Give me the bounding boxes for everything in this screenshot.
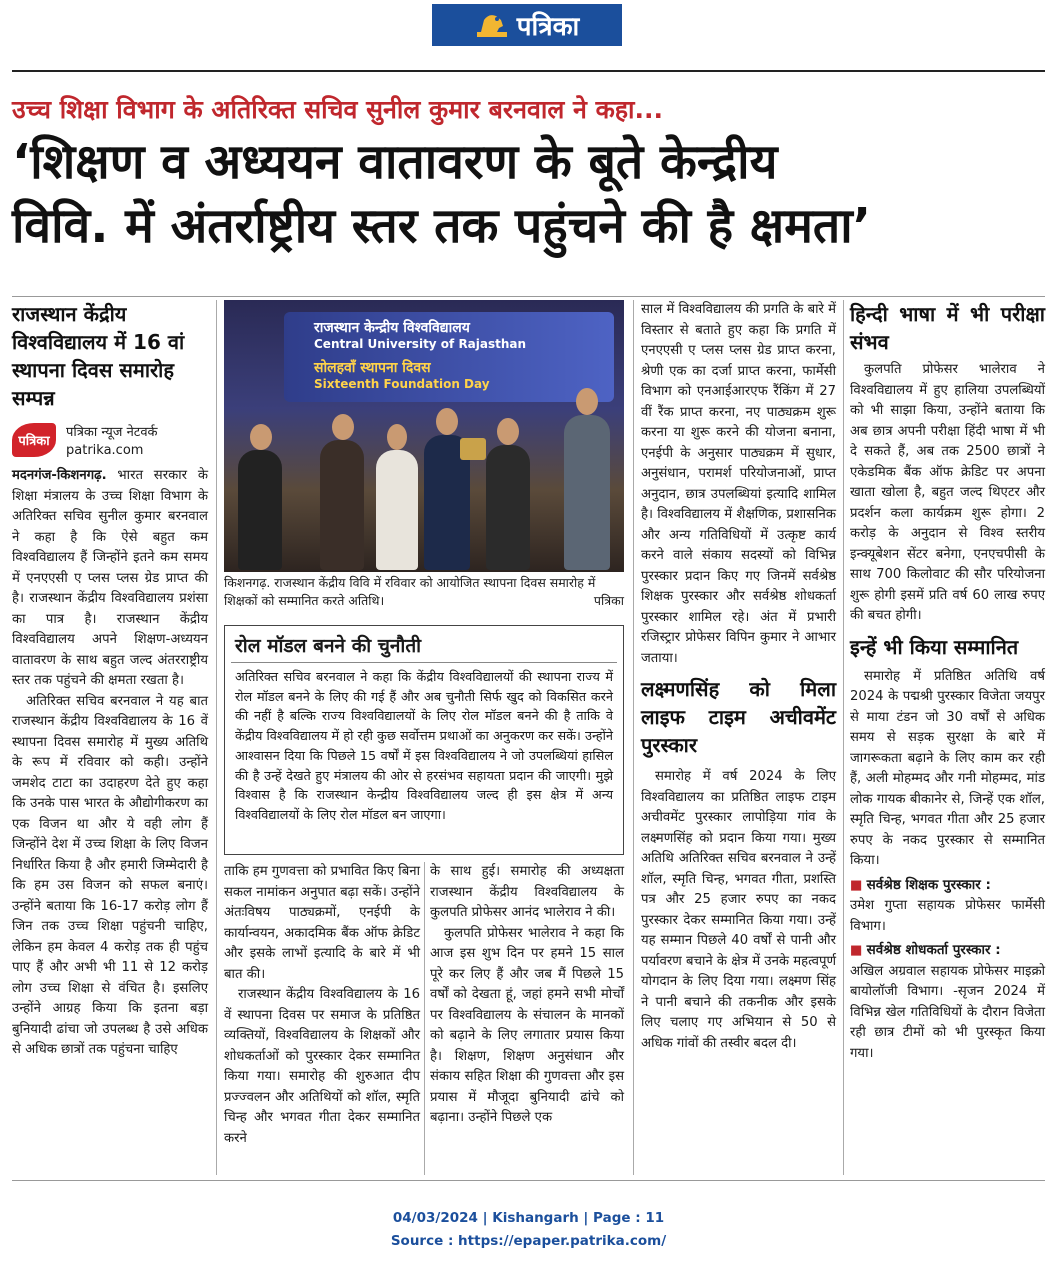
col1-body <box>12 466 208 1061</box>
byline <box>66 424 158 460</box>
col4-para-1: साल में विश्वविद्यालय की प्रगति के बारे में विस्तार से बताते हुए कहा कि प्रगति में एनएएसी ए प्लस प्लस ग्रेड प्राप्त करना, श्रेणी एक का दर्जा प्राप्त करना, फार्मेसी विभाग को एनआईआरएफ रैंकिंग में 27 वीं रैंक प्राप्त करना, नए पाठ्यक्रम शुरू करना या शुरू करने की योजना बनाना, एनईपी के अनुसार पाठ्यक्रम में सुधार, अनुसंधान, परामर्श परियोजनाओं, प्राप्त अनुदान, छात्र उपलब्धियां इत्यादि शामिल है। विश्वविद्यालय में शैक्षणिक, प्रशासनिक और अन्य गतिविधियों में उत्कृष्ट कार्य करने वाले संकाय सदस्यों को विभिन्न पुरस्कार प्रदान किए गए जिनमें सर्वश्रेष्ठ शिक्षक पुरस्कार और सर्वश्रेष्ठ शोधकर्ता पुरस्कार शामिल रहे। अंत में प्रभारी रजिस्ट्रार प्रोफेसर विपिन कुमार ने आभार जताया। <box>641 302 837 666</box>
col2-para-1: ताकि हम गुणवत्ता को प्रभावित किए बिना सकल नामांकन अनुपात बढ़ा सकें। उन्होंने अंतःविषय पाठ्यक्रमों, एनईपी के कार्यान्वयन, अकादमिक बैंक ऑफ क्रेडिट और इसके लाभों इत्यादि के बारे में भी बात की। <box>224 864 420 982</box>
col1-subhead: राजस्थान केंद्रीय विश्वविद्यालय में 16 वां स्थापना दिवस समारोह सम्पन्न <box>12 302 185 410</box>
person-head <box>576 388 598 415</box>
role-model-box <box>224 625 624 855</box>
column-1 <box>12 300 208 412</box>
plaque-icon <box>460 438 486 460</box>
person-head <box>332 414 354 440</box>
person-head <box>387 424 407 450</box>
column-divider <box>843 300 844 1175</box>
headline <box>12 130 1047 258</box>
col2-para-2: राजस्थान केंद्रीय विश्वविद्यालय के 16 वें स्थापना दिवस पर समाज के प्रतिष्ठित व्यक्तियों, विश्वविद्यालय के शिक्षकों और शोधकर्ताओं को पुरस्कार देकर सम्मानित किया गया। समारोह की शुरुआत दीप प्रज्ज्वलन और अतिथियों को शॉल, स्मृति चिन्ह और भगवत गीता देकर सम्मानित करने <box>224 987 420 1146</box>
person-figure <box>238 450 282 570</box>
box-title-rule <box>231 662 617 663</box>
event-photo <box>224 300 624 572</box>
column-3 <box>430 862 624 1129</box>
headline-line-2: विवि. में अंतर्राष्ट्रीय स्तर तक पहुंचने की है क्षमता’ <box>12 198 871 254</box>
column-divider <box>424 862 425 1175</box>
person-head <box>250 424 272 450</box>
column-divider <box>216 300 217 1175</box>
photo-caption <box>224 574 624 610</box>
box-title: रोल मॉडल बनने की चुनौती <box>235 635 422 657</box>
col4-subhead: लक्ष्मणसिंह को मिला लाइफ टाइम अचीवमेंट पुरस्कार <box>641 677 836 757</box>
lion-logo-icon <box>475 10 509 40</box>
award-teacher <box>850 875 1045 938</box>
col5-para-2: समारोह में प्रतिष्ठित अतिथि वर्ष 2024 के पद्मश्री पुरस्कार विजेता जयपुर से माया टंडन जो 30 वर्षों से अधिक समय से सड़क सुरक्षा के बारे में जागरूकता बढ़ाने के लिए काम कर रही हैं, अली मोहम्मद और गनी मोहम्मद, मांड लोक गायक बीकानेर से, जिन्हें एक शॉल, स्मृति चिन्ह, भगवत गीता और 25 हजार रुपए के नकद पुरस्कार से सम्मानित किया। <box>850 668 1045 868</box>
column-4 <box>641 300 836 1054</box>
patrika-logo-badge: पत्रिका <box>12 423 56 457</box>
person-figure <box>320 440 364 570</box>
photo-banner-line-1: राजस्थान केन्द्रीय विश्वविद्यालय Central University of Rajasthan <box>314 320 527 351</box>
col1-para-2: अतिरिक्त सचिव बरनवाल ने यह बात राजस्थान केंद्रीय विश्वविद्यालय के 16 वें स्थापना दिवस समारोह में मुख्य अतिथि के रूप में रविवार को कही। उन्होंने जमशेद टाटा का उदाहरण देते हुए कहा कि उनके पास भारत के औद्योगीकरण का एक विजन था और ये वही लोग हैं जिन्होंने देश में उच्च शिक्षा के लिए विजन निर्धारित किया है और हमारी जिम्मेदारी है कि हम उस विजन को सफल बनाएं। उन्होंने बताया कि 16-17 करोड़ लोग हैं जिन तक उच्च शिक्षा पहुंचनी चाहिए, लेकिन हम केवल 4 करोड़ तक ही पहुंच पाए हैं और अभी भी 11 से 12 करोड़ लोग उच्च शिक्षा से वंचित है। इसलिए उन्होंने आग्रह किया कि इतना बड़ा बुनियादी ढांचा जो उपलब्ध है उसे अधिक से अधिक छात्रों तक पहुंचना चाहिए <box>12 693 208 1057</box>
col3-para-2: कुलपति प्रोफेसर भालेराव ने कहा कि आज इस शुभ दिन पर हमने 15 साल पूरे कर लिए हैं और जब मैं पिछले 15 वर्षों को देखता हूं, जहां हमने सभी मोर्चों पर विश्वविद्यालय के संचालन के मानकों को बढ़ाने के लिए लगातार प्रयास किया है। शिक्षण, शिक्षण अनुसंधान और संकाय सहित शिक्षा की गुणवत्ता और इस प्रयास में मौजूदा बुनियादी ढांचे को बढ़ाना। उन्होंने पिछले एक <box>430 925 624 1125</box>
person-head <box>497 418 519 445</box>
person-figure <box>376 450 418 570</box>
agency-name: पत्रिका न्यूज नेटवर्क <box>66 425 158 440</box>
agency-site: patrika.com <box>66 443 144 458</box>
footer-date-edition: 04/03/2024 | Kishangarh | Page : 11 <box>392 1210 665 1226</box>
col5-subhead-2: इन्हें भी किया सम्मानित <box>850 634 1019 659</box>
person-head <box>436 408 458 435</box>
award-bullet-icon: ■ <box>850 877 867 893</box>
col1-para-1: भारत सरकार के शिक्षा मंत्रालय के उच्च शिक्षा विभाग के अतिरिक्त सचिव सुनील कुमार बरनवाल ने कहा है कि ऐसे बहुत कम विश्वविद्यालय हैं जिन्होंने इतने कम समय में एनएएसी ए प्लस प्लस ग्रेड प्राप्त की है। राजस्थान केंद्रीय विश्वविद्यालय प्रशंसा का पात्र है। राजस्थान केंद्रीय विश्वविद्यालय अपने शिक्षण-अध्ययन वातावरण के साथ बहुत जल्द अंतरराष्ट्रीय स्तर तक पहुंचने की क्षमता रखता है। <box>12 468 208 688</box>
award-teacher-body: उमेश गुप्ता सहायक प्रोफेसर फार्मेसी विभाग। <box>850 898 1045 934</box>
col5-para-1: कुलपति प्रोफेसर भालेराव ने विश्वविद्यालय में हुए हालिया उपलब्धियों को भी साझा किया, उन्होंने बताया कि अब छात्र अपनी परीक्षा हिंदी भाषा में भी दे सकते हैं, अब तक 2500 छात्रों ने एकेडमिक बैंक ऑफ क्रेडिट पर अपना खाता खोला है, बहुत जल्द थिएटर और प्रदर्शन कला कार्यक्रम शुरू होगा। 2 करोड़ के अनुदान से विश्व स्तरीय इन्क्यूबेशन सेंटर बनेगा, एनएचपीसी के साथ 700 किलोवाट की सौर परियोजना शुरू होगी इसमें प्रति वर्ष 60 लाख रुपए की बचत होगी। <box>850 362 1045 623</box>
award-researcher <box>850 940 1045 1064</box>
dateline: मदनगंज-किशनगढ़. <box>12 468 107 483</box>
footer-source: Source : https://epaper.patrika.com/ <box>390 1233 667 1249</box>
headline-line-1: ‘शिक्षण व अध्ययन वातावरण के बूते केन्द्रीय <box>12 134 778 190</box>
award-researcher-head: सर्वश्रेष्ठ शोधकर्ता पुरस्कार : <box>866 942 1001 958</box>
bottom-rule <box>12 1180 1045 1181</box>
photo-credit: पत्रिका <box>593 593 624 608</box>
photo-caption-text: किशनगढ़. राजस्थान केंद्रीय विवि में रविवार को आयोजित स्थापना दिवस समारोह में शिक्षकों को सम्मानित करते अतिथि। <box>224 575 596 608</box>
photo-banner-line-2: सोलहवाँ स्थापना दिवस Sixteenth Foundation Day <box>314 360 490 391</box>
kicker: उच्च शिक्षा विभाग के अतिरिक्त सचिव सुनील कुमार बरनवाल ने कहा... <box>12 95 664 124</box>
award-bullet-icon: ■ <box>850 943 867 958</box>
masthead <box>432 4 622 46</box>
col3-para-1: के साथ हुई। समारोह की अध्यक्षता राजस्थान केंद्रीय विश्वविद्यालय के कुलपति प्रोफेसर आनंद भालेराव ने की। <box>430 864 624 920</box>
person-figure <box>564 415 610 570</box>
column-5 <box>850 300 1045 1064</box>
col4-para-2: समारोह में वर्ष 2024 के लिए विश्वविद्यालय का प्रतिष्ठित लाइफ टाइम अचीवमेंट पुरस्कार लापोड़िया गांव के लक्ष्मणसिंह को प्रदान किया गया। मुख्य अतिथि अतिरिक्त सचिव बरनवाल ने उन्हें शॉल, स्मृति चिन्ह, भगवत गीता, प्रशस्ति पत्र और 25 हजार रुपए का नकद पुरस्कार देकर सम्मानित किया गया। उन्हें यह सम्मान पिछले 40 वर्षों से पानी और पर्यावरण बचाने के क्षेत्र में उनके महत्वपूर्ण योगदान के लिए दिया गया। लक्ष्मण सिंह ने पानी बचाने की तकनीक और इसके लिए चलाए गए अभियान से 50 से अधिक गांवों की तस्वीर बदल दी। <box>641 769 836 1051</box>
box-body: अतिरिक्त सचिव बरनवाल ने कहा कि केंद्रीय विश्वविद्यालयों की स्थापना राज्य में रोल मॉडल बनने के लिए की गई हैं और अब चुनौती सिर्फ खुद को विकसित करने की नहीं है बल्कि राज्य विश्वविद्यालयों के लिए रोल मॉडल बनने की है ताकि वे केंद्रीय विश्वविद्यालय में हो रही कुछ सर्वोत्तम प्रथाओं का अनुकरण कर सकें। उन्होंने आश्वासन दिया कि पिछले 15 वर्षों में इस विश्वविद्यालय ने जो उपलब्धियां हासिल की है उन्हें देखते हुए मंत्रालय की ओर से हरसंभव सहायता प्रदान की जाएगी। मुझे विश्वास है कि राजस्थान केन्द्रीय विश्वविद्यालय जल्द ही इस क्षेत्र में अन्य विश्वविद्यालयों के लिए रोल मॉडल बन जाएगा। <box>235 670 613 823</box>
person-figure <box>486 445 530 570</box>
headline-rule <box>12 296 1045 297</box>
award-researcher-body: अखिल अग्रवाल सहायक प्रोफेसर माइक्रो बायोलॉजी विभाग। -सृजन 2024 में विभिन्न खेल गतिविधियों के दौरान विजेता रही छात्र टीमों को भी पुरस्कृत किया गया। <box>850 963 1045 1061</box>
award-teacher-head: सर्वश्रेष्ठ शिक्षक पुरस्कार : <box>866 876 991 893</box>
column-divider <box>633 300 634 1175</box>
col5-subhead-1: हिन्दी भाषा में भी परीक्षा संभव <box>850 302 1045 354</box>
column-2 <box>224 862 420 1149</box>
top-rule <box>12 70 1045 72</box>
masthead-title: पत्रिका <box>516 12 580 42</box>
